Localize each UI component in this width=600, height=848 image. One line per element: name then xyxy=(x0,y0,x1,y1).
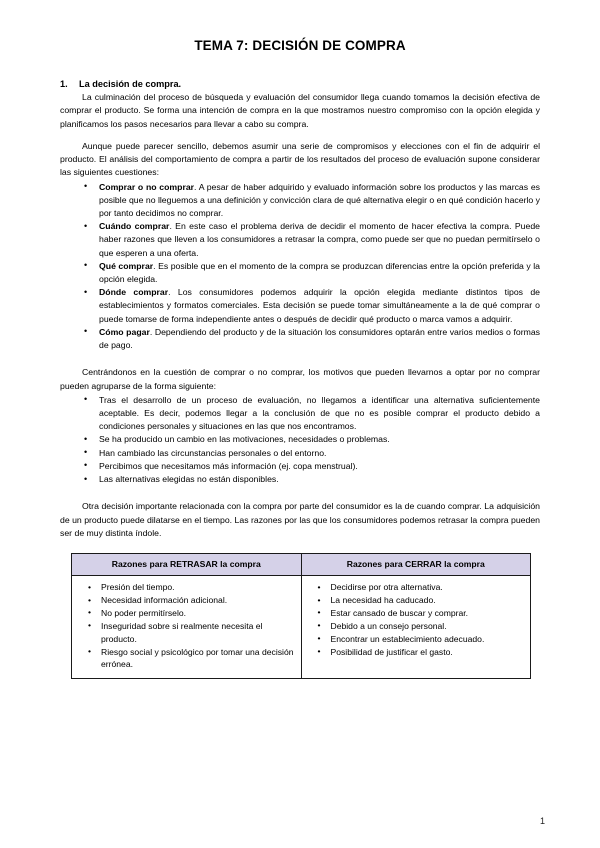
list-item: • Encontrar un establecimiento adecuado. xyxy=(316,633,526,646)
list-item xyxy=(82,220,540,260)
purchase-questions-list xyxy=(60,181,540,353)
table-header xyxy=(72,553,531,575)
intro-paragraph-2: Aunque puede parecer sencillo, debemos asumir una serie de compromisos y elecciones con el fin de adquirir el producto. El análisis del comportamiento de compra a partir de los resultados del proceso de evaluación supone considerar las siguientes cuestiones: xyxy=(60,140,540,178)
question-lead: Qué comprar xyxy=(99,260,154,271)
list-item xyxy=(82,181,540,221)
list-item: • Se ha producido un cambio en las motivaciones, necesidades o problemas. xyxy=(82,433,540,446)
list-item: • Debido a un consejo personal. xyxy=(316,620,526,633)
list-item: • Inseguridad sobre si realmente necesita el producto. xyxy=(86,620,296,646)
list-item: • Han cambiado las circunstancias personales o del entorno. xyxy=(82,447,540,460)
page-title: TEMA 7: DECISIÓN DE COMPRA xyxy=(194,38,406,53)
question-lead: Comprar o no comprar xyxy=(99,181,195,192)
spacer xyxy=(60,352,540,366)
question-text: . Dependiendo del producto y de la situación los consumidores optarán entre varios medios o formas de pago. xyxy=(99,326,540,351)
delay-reasons-list xyxy=(77,581,296,671)
delay-paragraph: Otra decisión importante relacionada con la compra por parte del consumidor es la de cuando comprar. La adquisición de un producto puede dilatarse en el tiempo. Las razones por las que los consumidores podemos retrasar la compra pueden ser de muy distinta índole. xyxy=(60,501,540,538)
question-text: . A pesar de haber adquirido y evaluado información sobre los productos y las marcas es posible que no lleguemos a una definición y convicción clara de qué alternativa elegir o en qué condición hacerlo y por tanto decidimos no comprar. xyxy=(99,181,540,218)
list-item: • No poder permitírselo. xyxy=(86,607,296,620)
section-title: La decisión de compra. xyxy=(79,79,182,90)
list-item: • Decidirse por otra alternativa. xyxy=(316,581,526,594)
question-text: . Los consumidores podemos adquirir la opción elegida mediante distintos tipos de establecimientos y formatos comerciales. Esta decisión se puede tomar simultáneamente a la de qué comprar o puede tomarse de forma independiente antes o después de decidir qué producto o marca vamos a adquirir. xyxy=(99,287,541,324)
list-item: • Las alternativas elegidas no están disponibles. xyxy=(82,473,540,486)
list-item: • La necesidad ha caducado. xyxy=(316,594,526,607)
close-reasons-list xyxy=(307,581,526,658)
table-row xyxy=(72,576,531,679)
list-item: • Presión del tiempo. xyxy=(86,581,296,594)
list-item xyxy=(82,260,540,286)
question-lead: Dónde comprar xyxy=(99,287,169,298)
section-heading xyxy=(60,79,540,89)
table-header-delay: Razones para RETRASAR la compra xyxy=(72,553,302,575)
table-header-row xyxy=(72,553,531,575)
section-number: 1. xyxy=(60,79,68,90)
question-text: . Es posible que en el momento de la compra se produzcan diferencias entre la opción preferida y la opción elegida. xyxy=(99,260,540,285)
list-item: • Riesgo social y psicológico por tomar una decisión errónea. xyxy=(86,646,296,672)
motives-list xyxy=(60,394,540,487)
list-item: • Necesidad información adicional. xyxy=(86,594,296,607)
list-item: • Posibilidad de justificar el gasto. xyxy=(316,646,526,659)
question-lead: Cómo pagar xyxy=(99,326,150,337)
table-header-close: Razones para CERRAR la compra xyxy=(301,553,531,575)
table-body xyxy=(72,576,531,679)
reasons-table xyxy=(71,553,531,679)
list-item xyxy=(82,326,540,352)
list-item: • Estar cansado de buscar y comprar. xyxy=(316,607,526,620)
table-cell-delay-reasons xyxy=(72,576,302,679)
table-cell-close-reasons xyxy=(301,576,531,679)
question-lead: Cuándo comprar xyxy=(99,221,170,232)
list-item xyxy=(82,286,540,326)
list-item: • Percibimos que necesitamos más información (ej. copa menstrual). xyxy=(82,460,540,473)
intro-paragraph-1: La culminación del proceso de búsqueda y evaluación del consumidor llega cuando tomamos la decisión efectiva de comprar el producto. Se forma una intención de compra en la que mostramos nuestro compromiso con la opción elegida y planificamos los pasos necesarios para llevar a cabo su compra. xyxy=(60,92,540,129)
question-text: . En este caso el problema deriva de decidir el momento de hacer efectiva la compra. Puede haber razones que lleven a los consumidores a retrasar la compra, como puede ser que no puedan permitírselo o que esperen a una oferta. xyxy=(99,221,540,258)
motives-intro-paragraph: Centrándonos en la cuestión de comprar o no comprar, los motivos que pueden llevarnos a optar por no comprar pueden agruparse de la forma siguiente: xyxy=(60,367,540,391)
page-number: 1 xyxy=(539,816,545,826)
list-item: • Tras el desarrollo de un proceso de evaluación, no llegamos a identificar una alternativa suficientemente aceptable. Es decir, podemos llegar a la conclusión de que no es posible comprar el producto debido a condiciones personales y situaciones en las que nos encontramos. xyxy=(82,394,540,434)
spacer xyxy=(60,486,540,500)
document-body xyxy=(0,79,600,679)
